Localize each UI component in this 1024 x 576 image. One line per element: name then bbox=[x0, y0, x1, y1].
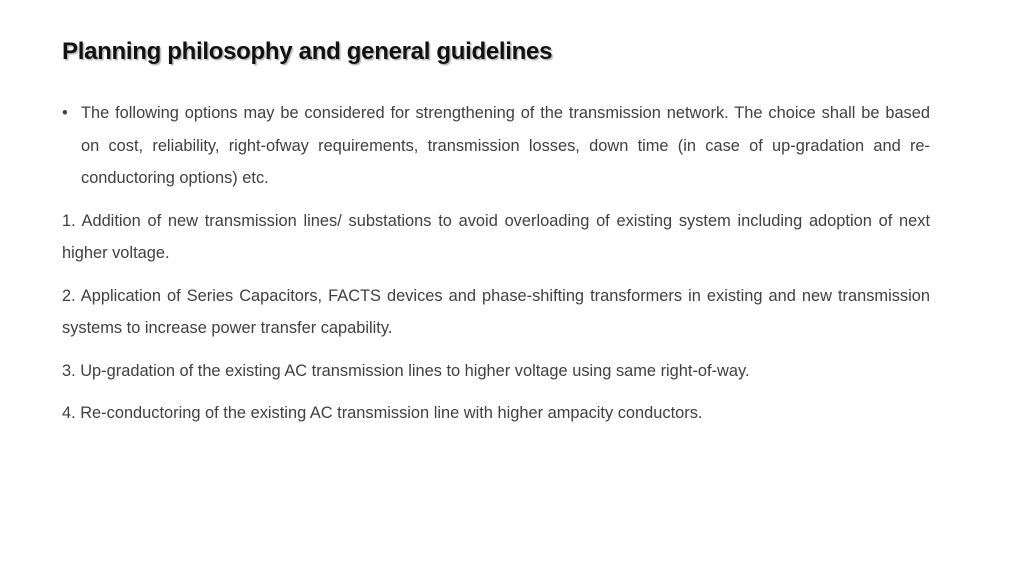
option-item-1: 1. Addition of new transmission lines/ substations to avoid overloading of existing system including adoption of next higher voltage. bbox=[62, 211, 930, 262]
intro-text: The following options may be considered for strengthening of the transmission network. The choice shall be based on cost, reliability, right-ofway requirements, transmission losses, down time (in case of up-gradation and re-conductoring options) etc. bbox=[81, 104, 930, 187]
option-item-3: 3. Up-gradation of the existing AC transmission lines to higher voltage using same right-of-way. bbox=[62, 361, 750, 380]
option-item-2: 2. Application of Series Capacitors, FACTS devices and phase-shifting transformers in existing and new transmission systems to increase power transfer capability. bbox=[62, 286, 930, 337]
slide-title: Planning philosophy and general guidelines bbox=[62, 38, 553, 65]
slide-body bbox=[62, 97, 930, 440]
option-item-4: 4. Re-conductoring of the existing AC transmission line with higher ampacity conductors. bbox=[62, 404, 703, 422]
intro-bullet bbox=[62, 97, 930, 195]
bullet-marker: • bbox=[62, 104, 68, 122]
